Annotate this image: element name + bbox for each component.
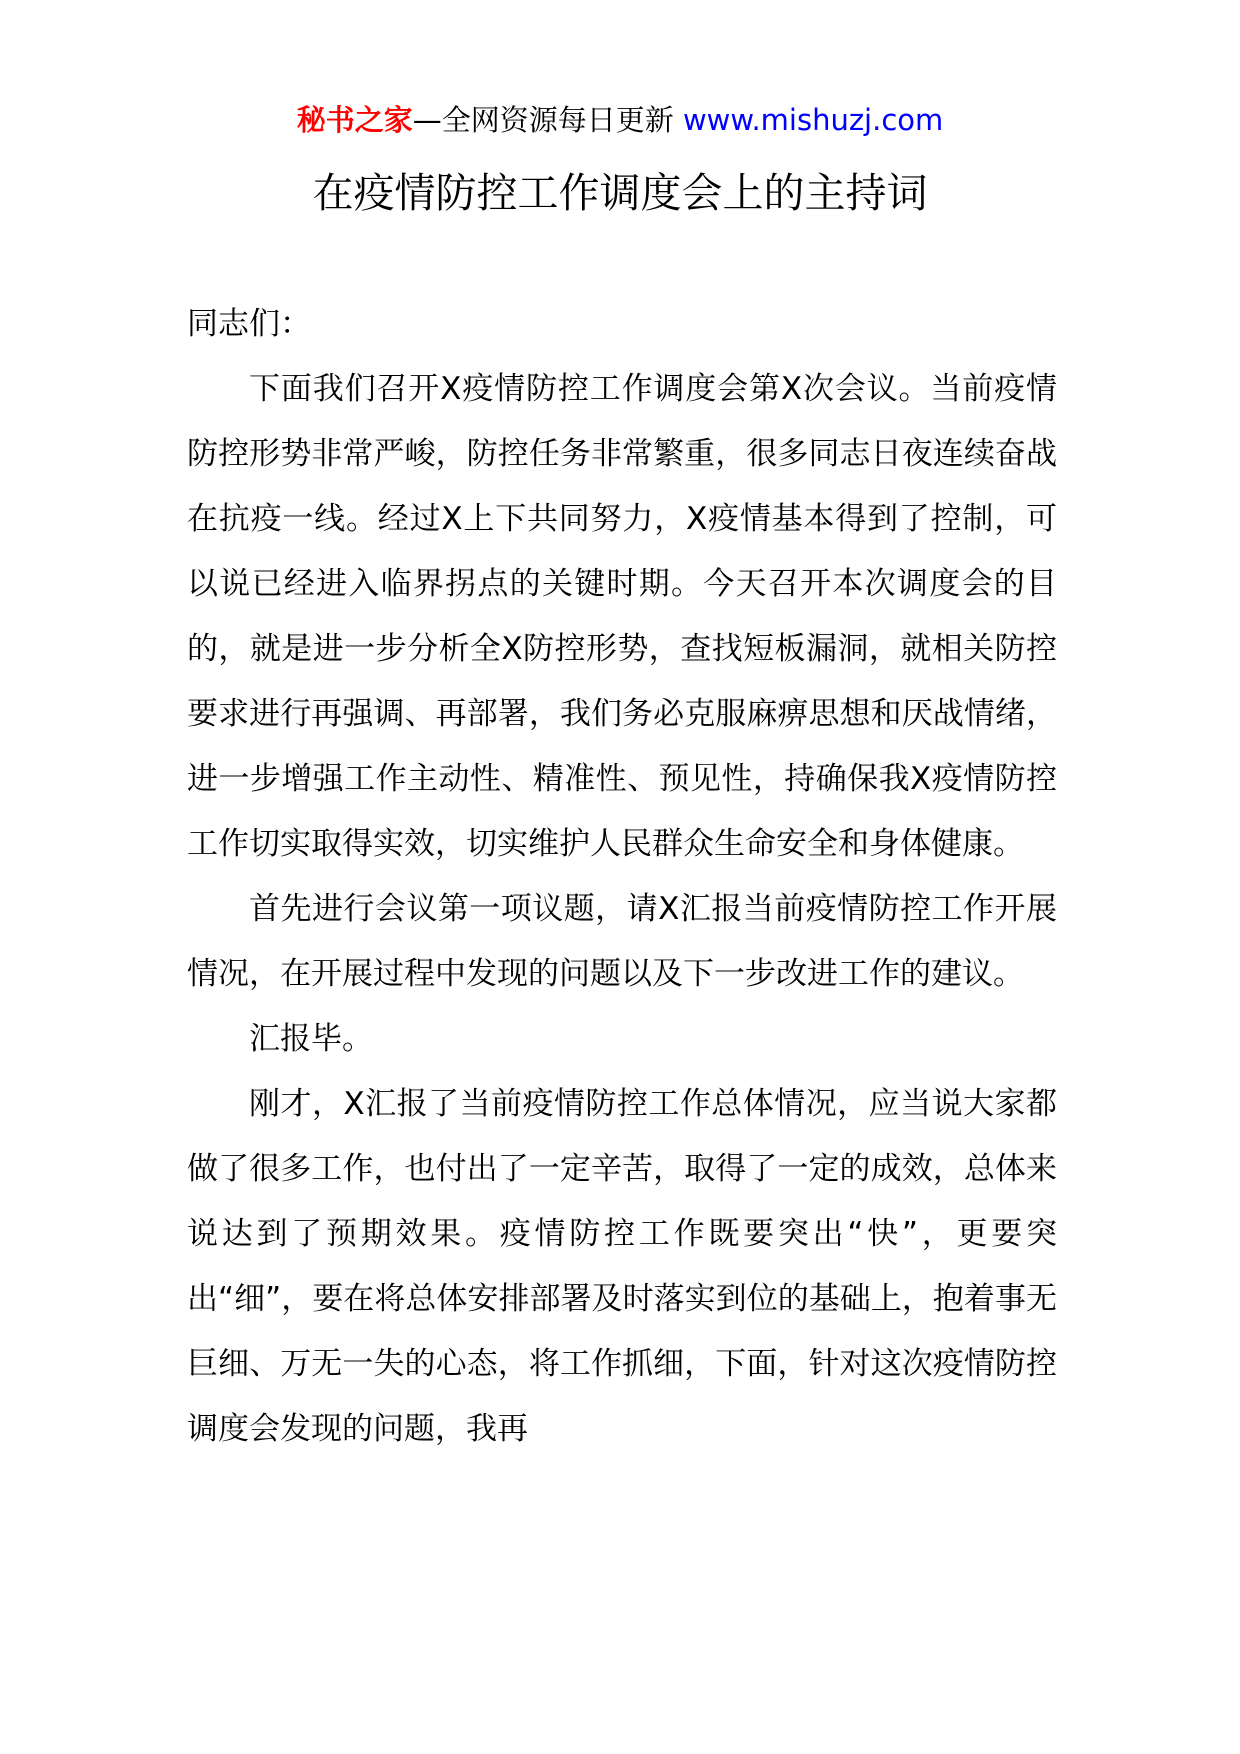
site-header — [0, 100, 1240, 140]
site-tagline: —全网资源每日更新 — [412, 103, 683, 137]
site-url-link[interactable]: www.mishuzj.com — [682, 103, 944, 137]
paragraph-3: 汇报毕。 — [249, 1021, 373, 1057]
document-body — [187, 292, 1057, 1462]
paragraph-4: 刚才，X汇报了当前疫情防控工作总体情况，应当说大家都做了很多工作，也付出了一定辛苦，取得了一定的成效，总体来说达到了预期效果。疫情防控工作既要突出“快”，更要突出“细”，要在将总体安排部署及时落实到位的基础上，抱着事无巨细、万无一失的心态，将工作抓细，下面，针对这次疫情防控调度会发现的问题，我再 — [187, 1086, 1057, 1447]
salutation: 同志们： — [187, 306, 311, 342]
site-brand: 秘书之家 — [296, 103, 413, 137]
paragraph-2: 首先进行会议第一项议题，请X汇报当前疫情防控工作开展情况，在开展过程中发现的问题以及下一步改进工作的建议。 — [187, 891, 1057, 992]
document-title: 在疫情防控工作调度会上的主持词 — [312, 169, 928, 217]
paragraph-1: 下面我们召开X疫情防控工作调度会第X次会议。当前疫情防控形势非常严峻，防控任务非常繁重，很多同志日夜连续奋战在抗疫一线。经过X上下共同努力，X疫情基本得到了控制，可以说已经进入临界拐点的关键时期。今天召开本次调度会的目的，就是进一步分析全X防控形势，查找短板漏洞，就相关防控要求进行再强调、再部署，我们务必克服麻痹思想和厌战情绪，进一步增强工作主动性、精准性、预见性，持确保我X疫情防控工作切实取得实效，切实维护人民群众生命安全和身体健康。 — [187, 371, 1057, 862]
